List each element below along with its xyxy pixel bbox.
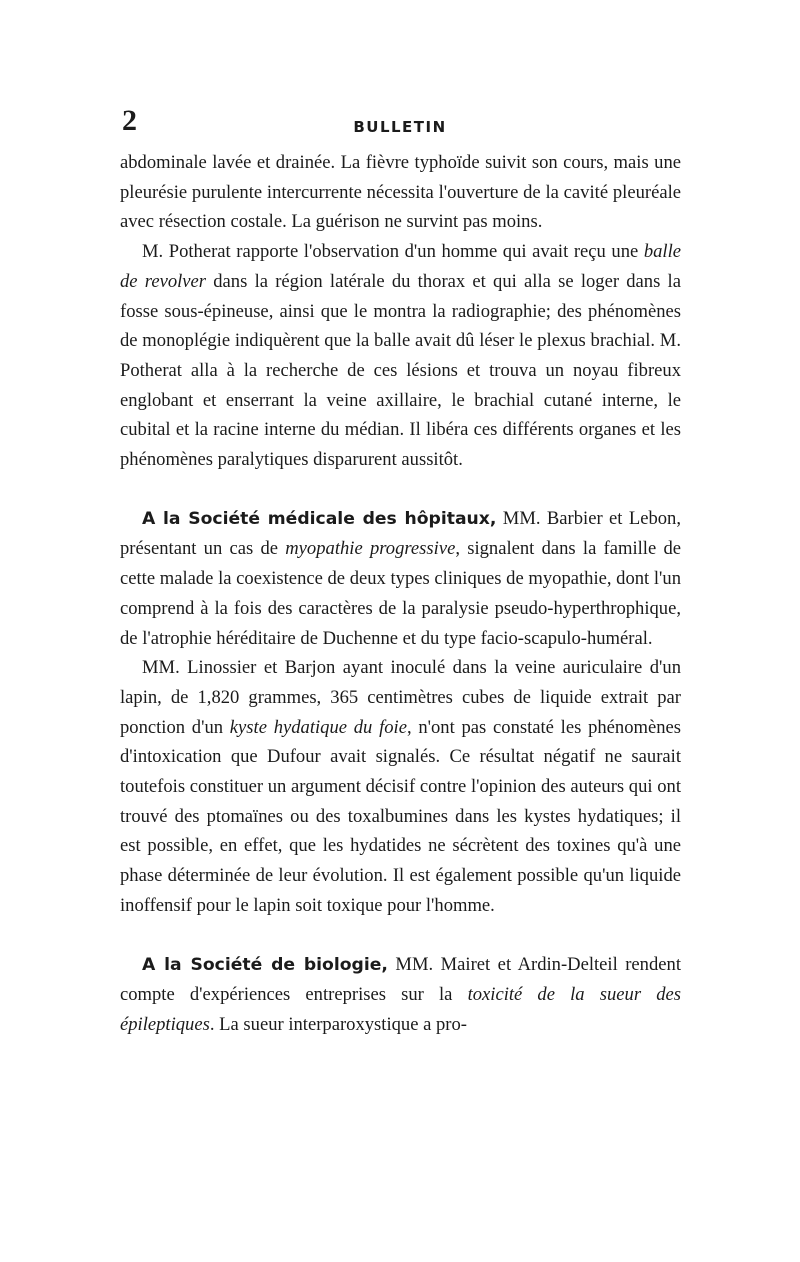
section-lead: A la Société médicale des hôpitaux, — [142, 508, 497, 529]
paragraph-societe-biologie — [120, 950, 681, 1040]
paragraph-text: MM. Mairet et Ardin-Delteil rendent compte d'expériences entreprises sur la — [120, 953, 681, 1006]
italic-term: balle de revolver — [120, 241, 681, 292]
paragraph-text: MM. Barbier et Lebon, présentant un cas de — [120, 507, 681, 560]
paragraph-text: , signalent dans la famille de cette malade la coexistence de deux types cliniques de myopathie, dont l'un comprend à la fois des caractères de la paralysie pseudo-hyperthrophique, de l'atrophie héréditaire de Duchenne et du type facio-scapulo-huméral. — [120, 538, 682, 649]
running-head: BULLETIN — [353, 118, 447, 136]
paragraph-societe-medicale — [120, 504, 681, 654]
page-number: 2 — [122, 104, 137, 137]
paragraph-text: dans la région latérale du thorax et qui alla se loger dans la fosse sous-épineuse, ainsi que le montra la radiographie; des phénomènes de monoplégie indiquèrent que la balle avait dû léser le plexus brachial. M. Potherat alla à la recherche de ces lésions et trouva un noyau fibreux englobant et enserrant la veine axillaire, le brachial cutané interne, le cubital et la racine interne du médian. Il libéra ces différents organes et les phénomènes paralytiques disparurent aussitôt. — [120, 270, 681, 471]
page-header — [120, 104, 680, 144]
paragraph-continuation — [120, 148, 681, 237]
paragraph-text: MM. Linossier et Barjon ayant inoculé dans la veine auriculaire d'un lapin, de 1,820 grammes, 365 centimètres cubes de liquide extrait par ponction d'un — [120, 657, 681, 738]
italic-term: myopathie progressive — [285, 538, 456, 560]
paragraph-text: , n'ont pas constaté les phénomènes d'intoxication que Dufour avait signalés. Ce résultat négatif ne saurait toutefois constituer un argument décisif contre l'opinion des auteurs qui ont trouvé des ptomaïnes ou des toxalbumines dans les kystes hydatiques; il est possible, en effet, que les hydatides ne sécrètent des toxines qu'à une phase déterminée de leur évolution. Il est également possible qu'un liquide inoffensif pour le lapin soit toxique pour l'homme. — [120, 716, 682, 916]
paragraph-text: M. Potherat rapporte l'observation d'un homme qui avait reçu une — [142, 241, 644, 263]
paragraph-potherat — [120, 237, 681, 475]
paragraph-text: . La sueur interparoxystique a pro- — [209, 1013, 467, 1035]
paragraph-text: abdominale lavée et drainée. La fièvre typhoïde suivit son cours, mais une pleurésie purulente intercurrente nécessita l'ouverture de la cavité pleuréale avec résection costale. La guérison ne survint pas moins. — [120, 152, 681, 233]
italic-term: kyste hydatique du foie — [229, 716, 407, 738]
italic-term: toxicité de la sueur des épileptiques — [120, 984, 681, 1035]
body-text — [120, 148, 681, 1040]
paragraph-linossier — [120, 653, 681, 920]
section-lead: A la Société de biologie, — [142, 954, 388, 975]
